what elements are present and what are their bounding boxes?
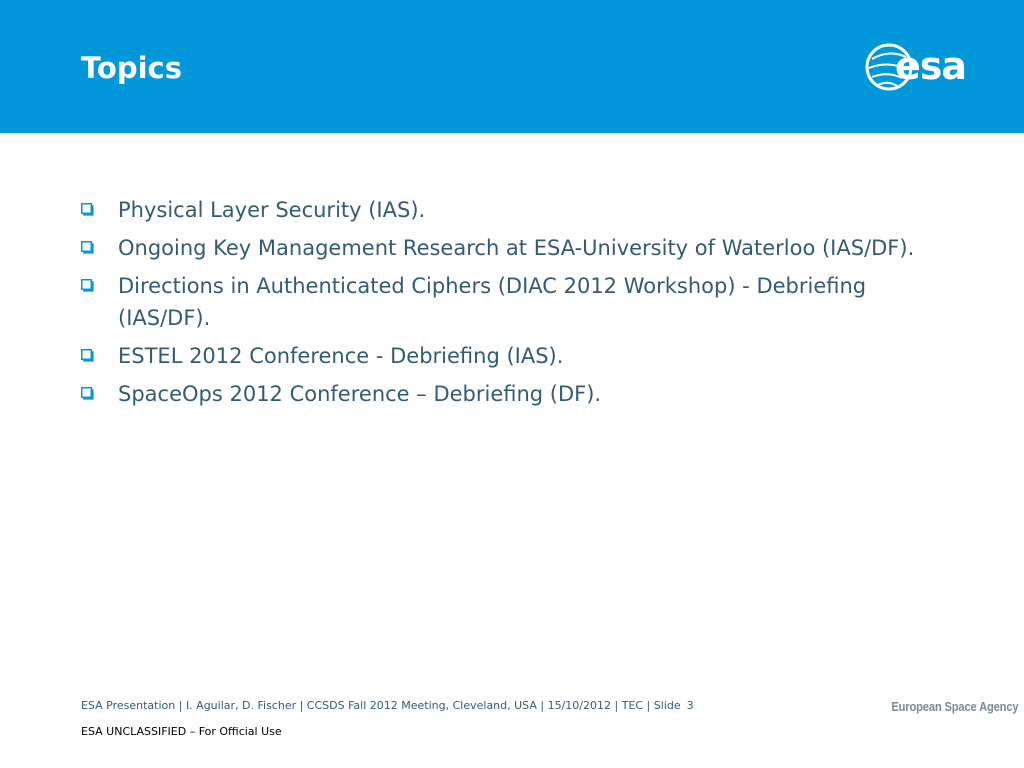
topic-text: Directions in Authenticated Ciphers (DIAC 2012 Workshop) - Debriefing (IAS/DF). <box>118 274 867 330</box>
topic-text: Ongoing Key Management Research at ESA-University of Waterloo (IAS/DF). <box>118 236 915 260</box>
topic-text: Physical Layer Security (IAS). <box>118 198 426 222</box>
slide-number: 3 <box>686 699 694 712</box>
esa-logo-text: esa <box>895 44 967 88</box>
topic-text: SpaceOps 2012 Conference – Debriefing (DF). <box>118 382 602 406</box>
hollow-square-bullet-icon <box>81 241 94 254</box>
topic-item <box>80 232 960 264</box>
hollow-square-bullet-icon <box>81 387 94 400</box>
topic-item <box>80 340 960 372</box>
hollow-square-bullet-icon <box>81 349 94 362</box>
topic-text: ESTEL 2012 Conference - Debriefing (IAS). <box>118 344 564 368</box>
hollow-square-bullet-icon <box>81 203 94 216</box>
slide-header <box>0 0 1024 133</box>
topic-list <box>80 194 960 416</box>
topic-item <box>80 378 960 410</box>
footer-meta-text: ESA Presentation | I. Aguilar, D. Fischer | CCSDS Fall 2012 Meeting, Cleveland, USA | 15/10/2012 | TEC | Slide <box>81 699 681 712</box>
topic-item <box>80 194 960 226</box>
esa-logo <box>864 41 1000 93</box>
slide-title: Topics <box>81 51 183 85</box>
classification-label: ESA UNCLASSIFIED – For Official Use <box>81 725 282 738</box>
agency-name: European Space Agency <box>891 699 1019 714</box>
footer-meta <box>81 699 694 712</box>
topic-item <box>80 270 960 334</box>
hollow-square-bullet-icon <box>81 279 94 292</box>
